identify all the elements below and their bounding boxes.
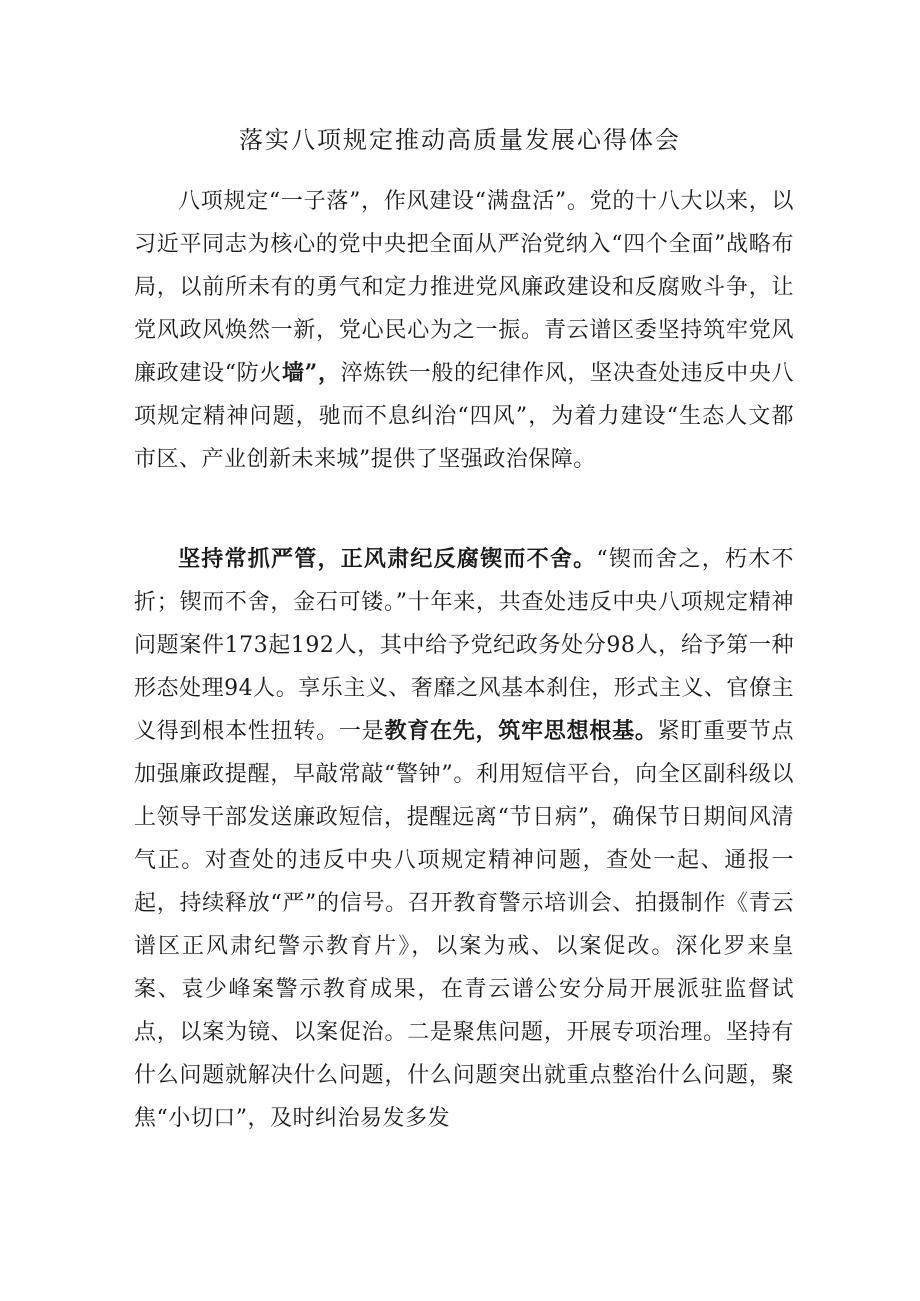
paragraph-intro-bold: 墙”， [281, 360, 341, 386]
paragraph-heading-bold: 坚持常抓严管，正风肃纪反腐锲而不舍。 [178, 546, 597, 572]
paragraph-body-text-continued: 紧盯重要节点加强廉政提醒，早敲常敲“警钟”。利用短信平台，向全区副科级以上领导干部发送廉政短信，提醒远离“节日病”，确保节日期间风清气正。对查处的违反中央八项规定精神问题，查处一起、通报一起，持续释放“严”的信号。召开教育警示培训会、拍摄制作《青云谱区正风肃纪警示教育片》，以案为戒、以案促改。深化罗来皇案、袁少峰案警示教育成果，在青云谱公安分局开展派驻监督试点，以案为镜、以案促治。二是聚焦问题，开展专项治理。坚持有什么问题就解决什么问题，什么问题突出就重点整治什么问题，聚焦“小切口”，及时纠治易发多发 [134, 719, 794, 1131]
paragraph-subheading-bold: 教育在先，筑牢思想根基。 [384, 718, 658, 744]
paragraph-strict-governance [134, 538, 794, 1140]
paragraph-intro-text-continued: 淬炼铁一般的纪律作风，坚决查处违反中央八项规定精神问题，驰而不息纠治“四风”，为着力建设“生态人文都市区、产业创新未来城”提供了坚强政治保障。 [134, 361, 795, 472]
paragraph-intro [134, 180, 794, 481]
paragraph-intro-text: 八项规定“一子落”，作风建设“满盘活”。党的十八大以来，以习近平同志为核心的党中央把全面从严治党纳入“四个全面”战略布局，以前所未有的勇气和定力推进党风廉政建设和反腐败斗争，让党风政风焕然一新，党心民心为之一振。青云谱区委坚持筑牢党风廉政建设“防火 [134, 189, 794, 386]
document-title: 落实八项规定推动高质量发展心得体会 [239, 126, 681, 154]
paragraph-body-text: “锲而舍之，朽木不折；锲而不舍，金石可镂。”十年来，共查处违反中央八项规定精神问题案件173起192人，其中给予党纪政务处分98人，给予第一种形态处理94人。享乐主义、奢靡之风基本刹住，形式主义、官僚主义得到根本性扭转。一是 [134, 547, 794, 744]
